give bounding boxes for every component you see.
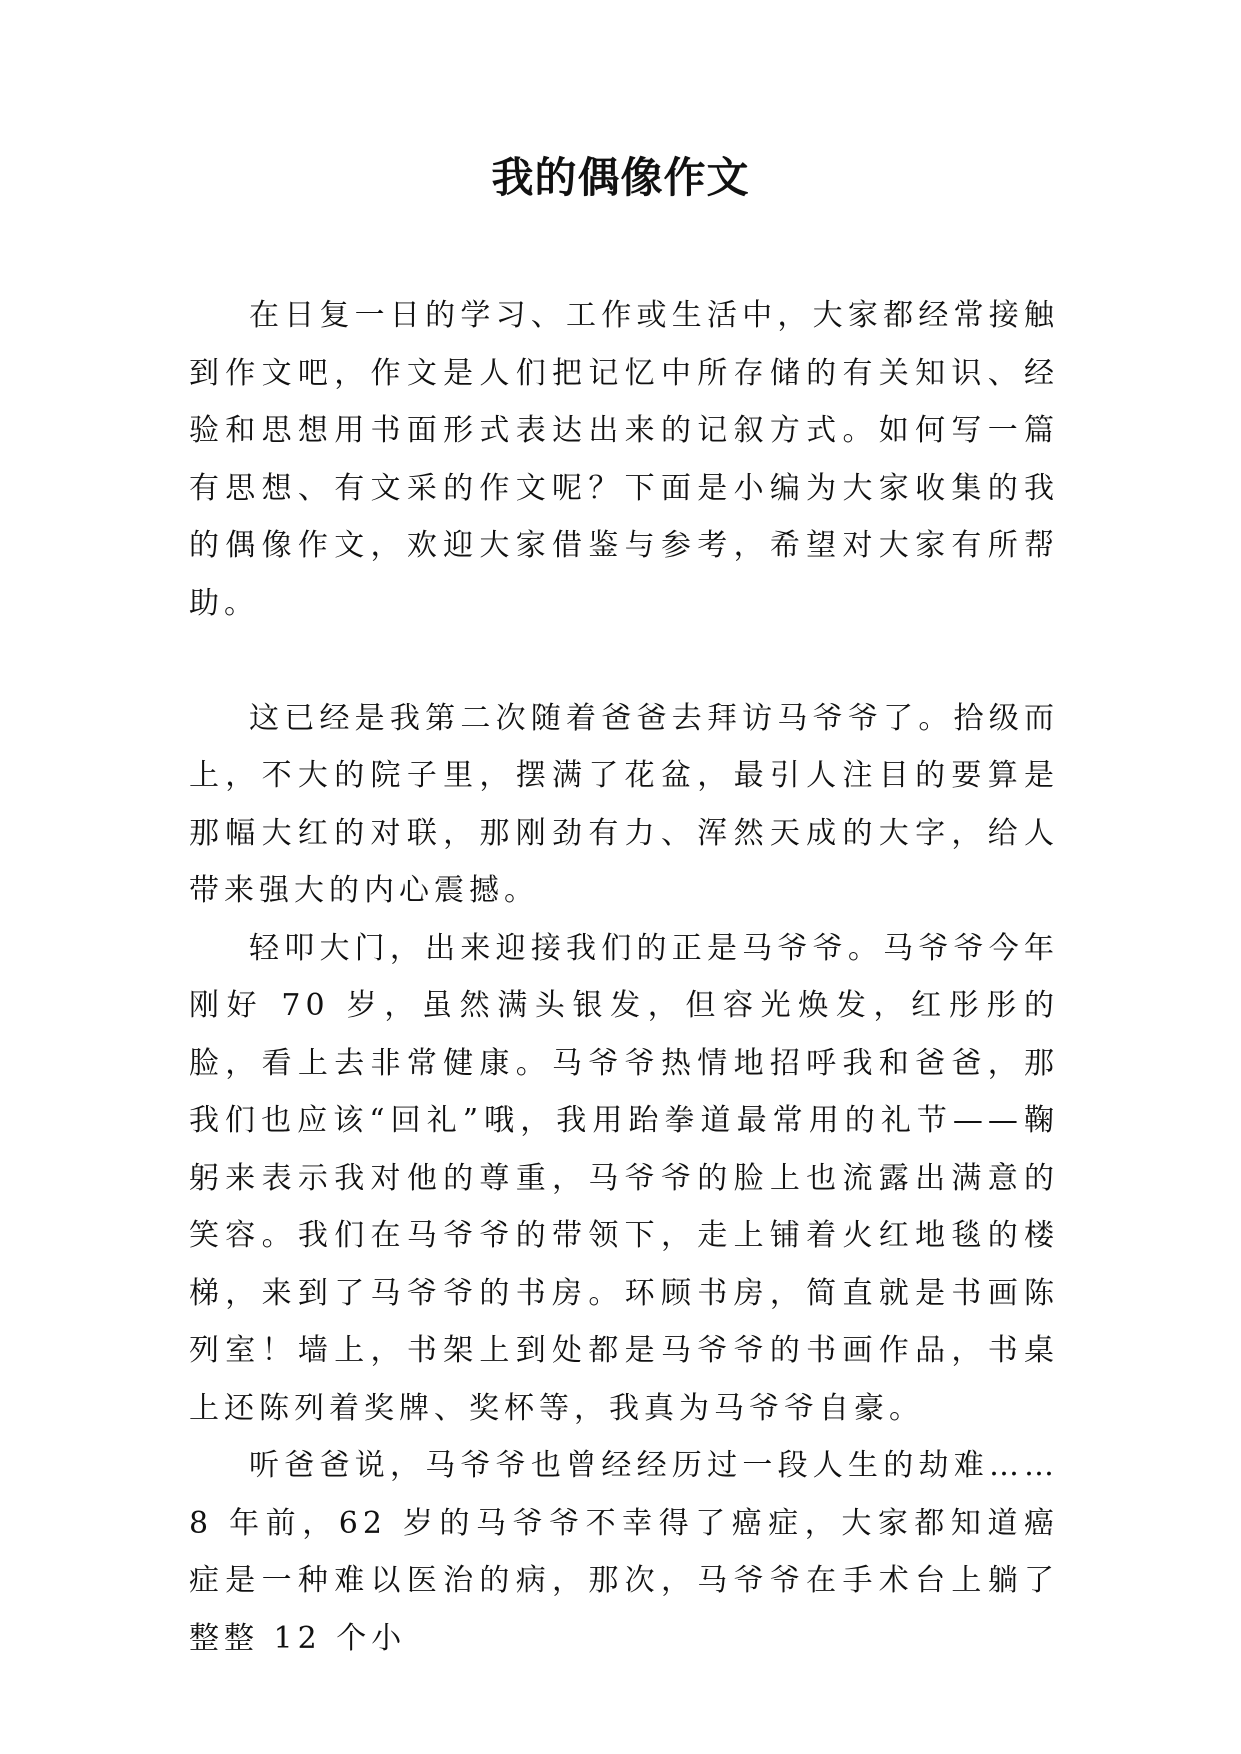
document-body [189, 287, 1059, 1667]
paragraph-visit: 这已经是我第二次随着爸爸去拜访马爷爷了。拾级而上，不大的院子里，摆满了花盆，最引人注目的要算是那幅大红的对联，那刚劲有力、浑然天成的大字，给人带来强大的内心震撼。 [189, 700, 1059, 908]
paragraph-illness: 听爸爸说，马爷爷也曾经经历过一段人生的劫难……8 年前，62 岁的马爷爷不幸得了癌症，大家都知道癌症是一种难以医治的病，那次，马爷爷在手术台上躺了整整 12 个小 [189, 1448, 1059, 1656]
paragraph-intro: 在日复一日的学习、工作或生活中，大家都经常接触到作文吧，作文是人们把记忆中所存储的有关知识、经验和思想用书面形式表达出来的记叙方式。如何写一篇有思想、有文采的作文呢？下面是小编为大家收集的我的偶像作文，欢迎大家借鉴与参考，希望对大家有所帮助。 [189, 298, 1059, 621]
paragraph-spacer [189, 632, 1059, 690]
paragraph-study-room: 轻叩大门，出来迎接我们的正是马爷爷。马爷爷今年刚好 70 岁，虽然满头银发，但容光焕发，红彤彤的脸，看上去非常健康。马爷爷热情地招呼我和爸爸，那我们也应该“回礼”哦，我用跆拳道最常用的礼节——鞠躬来表示我对他的尊重，马爷爷的脸上也流露出满意的笑容。我们在马爷爷的带领下，走上铺着火红地毯的楼梯，来到了马爷爷的书房。环顾书房，简直就是书画陈列室！墙上，书架上到处都是马爷爷的书画作品，书桌上还陈列着奖牌、奖杯等，我真为马爷爷自豪。 [189, 930, 1059, 1426]
document-title: 我的偶像作文 [491, 153, 750, 202]
